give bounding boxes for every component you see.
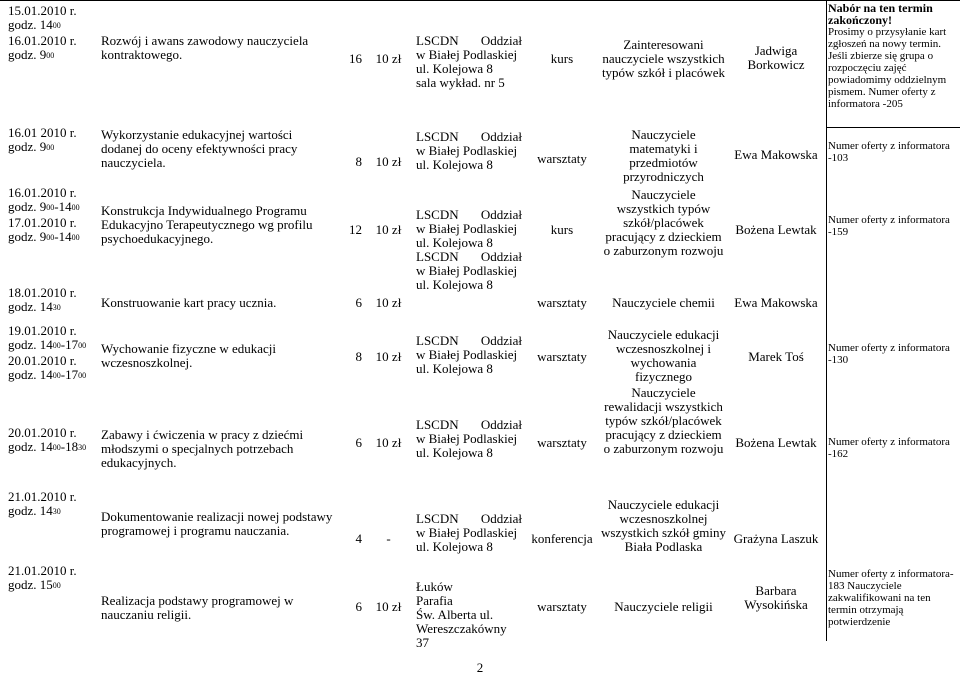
- date-text: 16.01.2010 r.: [8, 33, 77, 48]
- offer-note: [828, 2, 956, 110]
- place-line: LSCDN Oddział: [416, 129, 522, 144]
- course-hours: 6: [355, 295, 362, 310]
- course-leader: Ewa Makowska: [734, 295, 818, 310]
- course-place: [416, 208, 522, 250]
- place-line: ul. Kolejowa 8: [416, 235, 493, 250]
- offer-note-text: Numer oferty z informatora -130: [828, 342, 950, 366]
- course-leader: Ewa Makowska: [734, 147, 818, 162]
- date-text: godz. 14: [8, 367, 53, 382]
- place-line: ul. Kolejowa 8: [416, 277, 493, 292]
- offer-note-text: Numer oferty z informatora- 183 Nauczyciele zakwalifikowani na ten termin otrzymają potwierdzenie: [828, 568, 954, 628]
- place-line: w Białej Podlaskiej: [416, 263, 518, 278]
- date-line: [8, 440, 92, 456]
- offer-note: [828, 214, 956, 238]
- place-line: ul. Kolejowa 8: [416, 361, 493, 376]
- date-cell: [8, 324, 92, 384]
- offer-note: [828, 436, 956, 460]
- place-line: ul. Kolejowa 8: [416, 445, 493, 460]
- course-hours: 8: [355, 154, 362, 169]
- course-place: [416, 418, 522, 460]
- time-superscript: 00: [52, 581, 61, 590]
- date-text: 18.01.2010 r.: [8, 285, 77, 300]
- time-superscript: 00: [78, 371, 87, 380]
- date-line: [8, 200, 92, 216]
- place-line: ul. Kolejowa 8: [416, 539, 493, 554]
- time-superscript: 00: [46, 143, 55, 152]
- place-line: Parafia: [416, 593, 453, 608]
- course-place: [416, 334, 522, 376]
- date-text: godz. 9: [8, 139, 47, 154]
- course-leader: Grażyna Laszuk: [733, 531, 819, 546]
- date-text: 15.01.2010 r.: [8, 3, 77, 18]
- course-cost: 10 zł: [375, 295, 402, 310]
- offer-note-text: Numer oferty z informatora -162: [828, 436, 950, 460]
- course-hours: 6: [355, 435, 362, 450]
- time-superscript: 00: [78, 341, 87, 350]
- date-line: [8, 140, 92, 156]
- date-line: [8, 126, 92, 140]
- course-form: warsztaty: [537, 295, 587, 310]
- course-hours: 6: [355, 599, 362, 614]
- date-text: -14: [54, 229, 72, 244]
- course-subject: Dokumentowanie realizacji nowej podstawy programowej i programu nauczania.: [101, 509, 333, 538]
- date-text: -17: [60, 367, 79, 382]
- note-column-rule: [826, 127, 960, 128]
- date-text: 16.01.2010 r.: [8, 185, 77, 200]
- place-line: LSCDN Oddział: [416, 417, 522, 432]
- place-line: w Białej Podlaskiej: [416, 525, 518, 540]
- target-audience: Nauczyciele edukacji wczesnoszkolnej i wychowania fizycznego: [607, 327, 720, 384]
- course-subject: Konstruowanie kart pracy ucznia.: [101, 295, 277, 310]
- course-hours: 16: [349, 51, 362, 66]
- place-line: LSCDN Oddział: [416, 33, 522, 48]
- date-text: godz. 9: [8, 229, 47, 244]
- time-superscript: 00: [52, 371, 61, 380]
- course-cost: 10 zł: [375, 435, 402, 450]
- offer-note: [828, 342, 956, 366]
- course-leader: Barbara Wysokińska: [744, 583, 808, 612]
- course-place: [416, 34, 522, 90]
- place-line: LSCDN Oddział: [416, 333, 522, 348]
- date-line: [8, 34, 92, 48]
- date-line: [8, 18, 92, 34]
- date-line: [8, 426, 92, 440]
- course-leader: Jadwiga Borkowicz: [747, 43, 805, 72]
- time-superscript: 00: [46, 233, 55, 242]
- date-text: 21.01.2010 r.: [8, 489, 77, 504]
- date-text: godz. 15: [8, 577, 53, 592]
- time-superscript: 00: [46, 51, 55, 60]
- offer-note: [828, 140, 956, 164]
- place-line: LSCDN Oddział: [416, 511, 522, 526]
- time-superscript: 00: [52, 341, 61, 350]
- date-text: godz. 9: [8, 47, 47, 62]
- date-line: [8, 300, 92, 316]
- date-line: [8, 186, 92, 200]
- date-text: godz. 14: [8, 439, 53, 454]
- time-superscript: 30: [78, 443, 87, 452]
- target-audience: Nauczyciele rewalidacji wszystkich typów szkół/placówek pracujący z dzieckiem o zaburzonym rozwoju: [603, 385, 724, 456]
- place-line: Wereszczakówny 37: [416, 621, 507, 650]
- target-audience: Zainteresowani nauczyciele wszystkich typów szkół i placówek: [601, 37, 726, 80]
- offer-note-text: Numer oferty z informatora -159: [828, 214, 950, 238]
- time-superscript: 00: [52, 21, 61, 30]
- place-line: w Białej Podlaskiej: [416, 47, 518, 62]
- place-line: LSCDN Oddział: [416, 249, 522, 264]
- course-form: warsztaty: [537, 349, 587, 364]
- target-audience: Nauczyciele matematyki i przedmiotów przyrodniczych: [623, 127, 704, 184]
- closed-enrollment-notice: Nabór na ten termin zakończony!: [828, 1, 933, 27]
- date-line: [8, 490, 92, 504]
- date-text: 20.01.2010 r.: [8, 353, 77, 368]
- date-cell: [8, 490, 92, 520]
- course-subject: Konstrukcja Indywidualnego Programu Edukacyjno Terapeutycznego wg profilu psychoedukacyjnego.: [101, 203, 313, 246]
- course-cost: 10 zł: [375, 222, 402, 237]
- course-cost: 10 zł: [375, 154, 402, 169]
- date-cell: [8, 426, 92, 456]
- date-text: 16.01 2010 r.: [8, 125, 77, 140]
- date-text: godz. 14: [8, 337, 53, 352]
- date-text: 20.01.2010 r.: [8, 425, 77, 440]
- course-subject: Wychowanie fizyczne w edukacji wczesnoszkolnej.: [101, 341, 276, 370]
- course-leader: Marek Toś: [748, 349, 804, 364]
- course-form: konferencja: [531, 531, 593, 546]
- target-audience: Nauczyciele chemii: [612, 295, 715, 310]
- time-superscript: 00: [52, 443, 61, 452]
- place-line: Św. Alberta ul.: [416, 607, 494, 622]
- time-superscript: 00: [71, 233, 80, 242]
- place-line: LSCDN Oddział: [416, 207, 522, 222]
- course-place: [416, 580, 522, 650]
- place-line: ul. Kolejowa 8: [416, 61, 493, 76]
- course-hours: 4: [355, 531, 362, 546]
- offer-note-text: Numer oferty z informatora -103: [828, 140, 950, 164]
- course-cost: 10 zł: [375, 349, 402, 364]
- date-text: godz. 9: [8, 199, 47, 214]
- date-text: 17.01.2010 r.: [8, 215, 77, 230]
- course-subject: Wykorzystanie edukacyjnej wartości dodanej do oceny efektywności pracy nauczyciela.: [101, 127, 298, 170]
- course-leader: Bożena Lewtak: [735, 435, 817, 450]
- target-audience: Nauczyciele edukacji wczesnoszkolnej wszystkich szkół gminy Biała Podlaska: [601, 497, 726, 554]
- date-line: [8, 286, 92, 300]
- date-line: [8, 354, 92, 368]
- date-text: -17: [60, 337, 79, 352]
- course-form: kurs: [550, 51, 574, 66]
- place-line: Łuków: [416, 579, 453, 594]
- date-cell: [8, 286, 92, 316]
- course-form: warsztaty: [537, 151, 587, 166]
- course-cost: 10 zł: [375, 51, 402, 66]
- course-subject: Rozwój i awans zawodowy nauczyciela kontraktowego.: [101, 33, 309, 62]
- date-line: [8, 4, 92, 18]
- place-line: w Białej Podlaskiej: [416, 143, 518, 158]
- date-line: [8, 230, 92, 246]
- course-form: kurs: [550, 222, 574, 237]
- place-line: w Białej Podlaskiej: [416, 221, 518, 236]
- course-leader: Bożena Lewtak: [735, 222, 817, 237]
- note-column-divider: [826, 0, 827, 641]
- target-audience: Nauczyciele wszystkich typów szkół/placówek pracujący z dzieckiem o zaburzonym rozwoju: [603, 187, 724, 258]
- course-place: [416, 512, 522, 554]
- course-subject: Zabawy i ćwiczenia w pracy z dziećmi młodszymi o specjalnych potrzebach edukacyjnych.: [101, 427, 304, 470]
- date-line: [8, 504, 92, 520]
- date-text: -18: [60, 439, 79, 454]
- date-line: [8, 564, 92, 578]
- course-cost: -: [386, 531, 391, 546]
- table-top-rule: [0, 0, 960, 1]
- course-place: [416, 250, 522, 292]
- date-cell: [8, 4, 92, 64]
- place-line: w Białej Podlaskiej: [416, 431, 518, 446]
- course-form: warsztaty: [537, 599, 587, 614]
- date-text: godz. 14: [8, 17, 53, 32]
- date-cell: [8, 186, 92, 246]
- time-superscript: 30: [52, 507, 61, 516]
- course-form: warsztaty: [537, 435, 587, 450]
- time-superscript: 00: [46, 203, 55, 212]
- place-line: sala wykład. nr 5: [416, 75, 505, 90]
- date-line: [8, 48, 92, 64]
- offer-note-text: Prosimy o przysyłanie kart zgłoszeń na nowy termin. Jeśli zbierze się grupa o rozpoczęciu zajęć powiadomimy oddzielnym pismem. Numer oferty z informatora -205: [828, 26, 947, 110]
- date-line: [8, 324, 92, 338]
- course-cost: 10 zł: [375, 599, 402, 614]
- date-text: godz. 14: [8, 299, 53, 314]
- course-subject: Realizacja podstawy programowej w nauczaniu religii.: [101, 593, 294, 622]
- date-text: 21.01.2010 r.: [8, 563, 77, 578]
- date-text: -14: [54, 199, 72, 214]
- page-number: 2: [476, 660, 484, 675]
- date-line: [8, 368, 92, 384]
- date-line: [8, 216, 92, 230]
- place-line: w Białej Podlaskiej: [416, 347, 518, 362]
- time-superscript: 30: [52, 303, 61, 312]
- date-text: 19.01.2010 r.: [8, 323, 77, 338]
- date-line: [8, 578, 92, 594]
- course-hours: 8: [355, 349, 362, 364]
- target-audience: Nauczyciele religii: [614, 599, 713, 614]
- offer-note: [828, 568, 956, 628]
- date-cell: [8, 564, 92, 594]
- time-superscript: 00: [71, 203, 80, 212]
- course-hours: 12: [349, 222, 362, 237]
- course-place: [416, 130, 522, 172]
- date-line: [8, 338, 92, 354]
- date-cell: [8, 126, 92, 156]
- place-line: ul. Kolejowa 8: [416, 157, 493, 172]
- date-text: godz. 14: [8, 503, 53, 518]
